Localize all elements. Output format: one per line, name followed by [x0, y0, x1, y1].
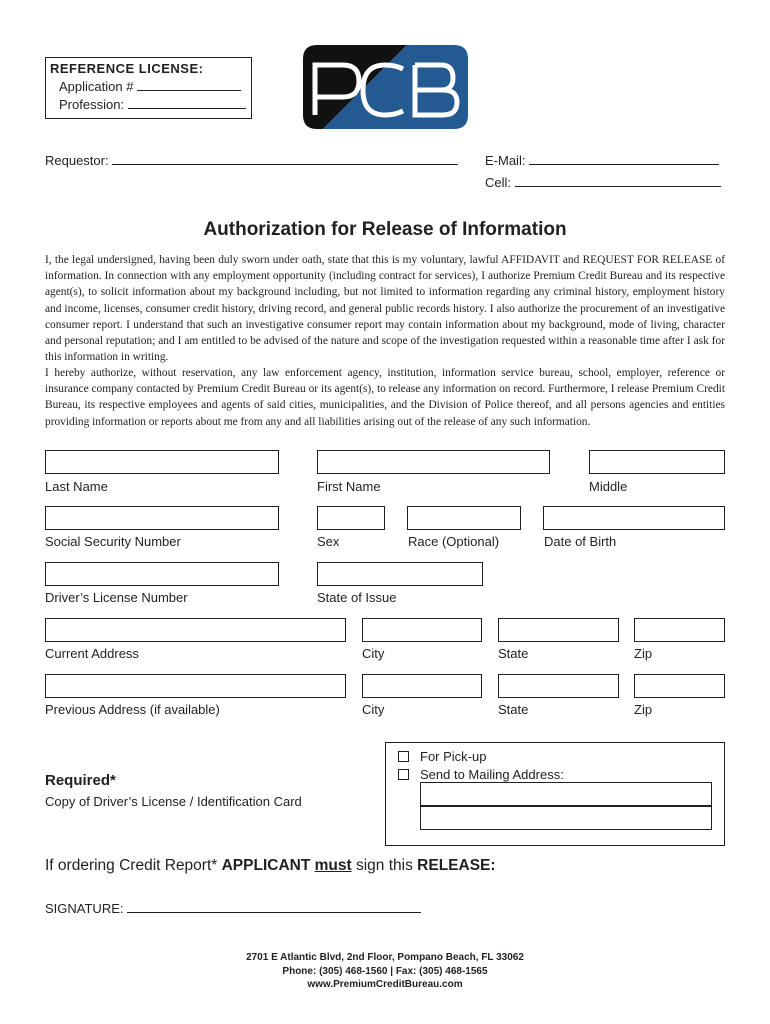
current-city-label: City: [362, 646, 385, 661]
pcb-logo: [303, 45, 468, 129]
state-of-issue-label: State of Issue: [317, 590, 397, 605]
current-zip-label: Zip: [634, 646, 653, 661]
footer-website: www.PremiumCreditBureau.com: [307, 979, 463, 990]
current-city-input[interactable]: [362, 618, 482, 642]
mailing-address-line2-input[interactable]: [420, 806, 712, 830]
pickup-checkbox[interactable]: [398, 751, 409, 762]
previous-city-label: City: [362, 702, 385, 717]
middle-name-label: Middle: [589, 479, 628, 494]
first-name-label: First Name: [317, 479, 381, 494]
affidavit-paragraph: I, the legal undersigned, having been duly sworn under oath, state that this is my voluntary, lawful AFFIDAVIT and REQUEST FOR RELEASE of information. In connection with any employment opportunity (including contract for services), I authorize Premium Credit Bureau and its respective agent(s), to solicit information about my background including, but not limited to information regarding any criminal history, employment history and income, licenses, consumer credit history, driving record, and general public records history. I also authorize the procurement of an investigative consumer report. I understand that such an investigative consumer report may contain information about my background, mode of living, character and personal reputation; and I am entitled to be advised of the nature and scope of the investigation requested within a reasonable time after I ask for this information in writing.: [45, 254, 725, 364]
current-zip-input[interactable]: [634, 618, 725, 642]
dob-input[interactable]: [543, 506, 725, 530]
previous-zip-input[interactable]: [634, 674, 725, 698]
current-address-input[interactable]: [45, 618, 346, 642]
last-name-label: Last Name: [45, 479, 108, 494]
current-address-label: Current Address: [45, 646, 139, 661]
current-state-label: State: [498, 646, 529, 661]
mailing-checkbox[interactable]: [398, 769, 409, 780]
release-must: must: [314, 857, 352, 874]
current-state-input[interactable]: [498, 618, 619, 642]
reference-license-box: [45, 57, 252, 119]
previous-state-label: State: [498, 702, 529, 717]
release-prefix: If ordering Credit Report*: [45, 857, 222, 874]
race-label: Race (Optional): [408, 534, 500, 549]
cell-field[interactable]: [515, 174, 721, 187]
mailing-address-line1-input[interactable]: [420, 782, 712, 806]
requestor-field[interactable]: [112, 152, 458, 165]
page-title: Authorization for Release of Information: [203, 219, 567, 240]
email-label: E-Mail:: [485, 153, 526, 168]
ssn-input[interactable]: [45, 506, 279, 530]
dob-label: Date of Birth: [544, 534, 617, 549]
signature-field[interactable]: [127, 900, 421, 913]
mailing-label: Send to Mailing Address:: [420, 767, 564, 782]
signature-label: SIGNATURE:: [45, 901, 124, 916]
profession-label: Profession:: [59, 97, 125, 112]
required-title: Required*: [45, 772, 116, 789]
release-applicant: APPLICANT: [221, 857, 311, 874]
cell-row: [485, 174, 721, 190]
required-text: Copy of Driver’s License / Identification Card: [45, 794, 302, 809]
application-number-field[interactable]: [137, 78, 241, 91]
last-name-input[interactable]: [45, 450, 279, 474]
profession-row: [50, 96, 247, 114]
drivers-license-label: Driver’s License Number: [45, 590, 188, 605]
ssn-label: Social Security Number: [45, 534, 181, 549]
previous-zip-label: Zip: [634, 702, 653, 717]
footer-phone: Phone: (305) 468-1560 | Fax: (305) 468-1565: [282, 965, 488, 977]
race-input[interactable]: [407, 506, 521, 530]
footer-address: 2701 E Atlantic Blvd, 2nd Floor, Pompano Beach, FL 33062: [246, 952, 524, 963]
drivers-license-input[interactable]: [45, 562, 279, 586]
footer: [0, 951, 770, 992]
sex-input[interactable]: [317, 506, 385, 530]
requestor-label: Requestor:: [45, 153, 109, 168]
profession-field[interactable]: [128, 96, 246, 109]
cell-label: Cell:: [485, 175, 512, 190]
pickup-label: For Pick-up: [420, 749, 487, 764]
previous-address-label: Previous Address (if available): [45, 702, 220, 717]
release-word: RELEASE:: [417, 857, 496, 874]
first-name-input[interactable]: [317, 450, 550, 474]
email-field[interactable]: [529, 152, 719, 165]
middle-name-input[interactable]: [589, 450, 725, 474]
previous-state-input[interactable]: [498, 674, 619, 698]
release-instruction: [45, 857, 496, 875]
previous-city-input[interactable]: [362, 674, 482, 698]
previous-address-input[interactable]: [45, 674, 346, 698]
application-number-row: [50, 78, 247, 96]
signature-row: [45, 900, 421, 916]
application-number-label: Application #: [59, 79, 134, 94]
sex-label: Sex: [317, 534, 340, 549]
release-paragraph: I hereby authorize, without reservation, any law enforcement agency, institution, information service bureau, school, employer, reference or insurance company contacted by Premium Credit Bureau or its agent(s), to release any information on record. Furthermore, I release Premium Credit Bureau, its respective employees and agents of said cities, municipalities, and the Division of Police thereof, and all persons agencies and entities providing information or reports about me from any and all liabilities arising out of the release of any such information.: [45, 367, 725, 428]
state-of-issue-input[interactable]: [317, 562, 483, 586]
release-middle: sign this: [351, 857, 418, 874]
requestor-row: [45, 152, 458, 168]
email-row: [485, 152, 719, 168]
reference-license-title: REFERENCE LICENSE:: [50, 61, 204, 76]
